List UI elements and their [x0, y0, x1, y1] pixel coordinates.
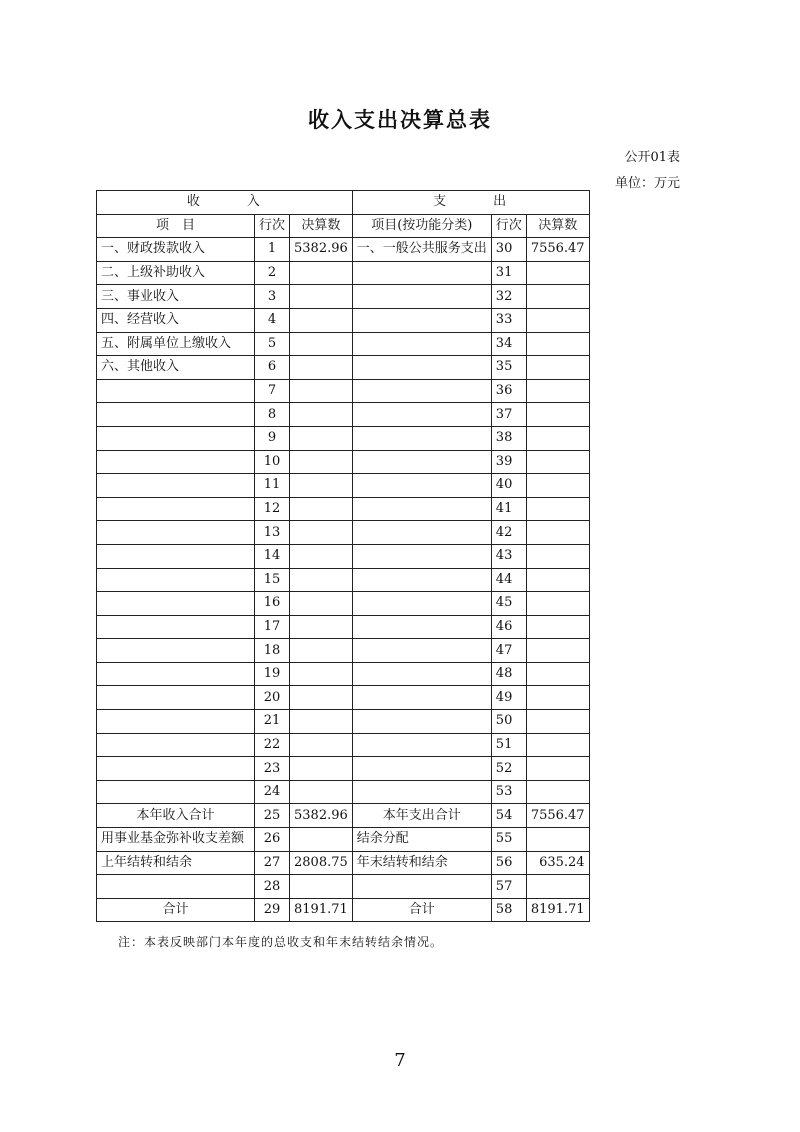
income-amount-cell: 5382.96 [290, 238, 353, 262]
expense-amount-cell [526, 710, 589, 734]
summary-row [97, 828, 590, 852]
income-amount-cell [290, 285, 353, 309]
income-amount-cell [290, 308, 353, 332]
expense-item-cell [352, 285, 491, 309]
expense-amount-cell [526, 426, 589, 450]
expense-amount-cell [526, 497, 589, 521]
income-amount-cell [290, 780, 353, 804]
expense-item-cell [352, 450, 491, 474]
table-row [97, 662, 590, 686]
income-item-cell: 六、其他收入 [97, 356, 255, 380]
income-line-cell: 18 [255, 639, 290, 663]
income-item-cell [97, 544, 255, 568]
income-line-cell: 23 [255, 757, 290, 781]
unit-label: 单位：万元 [614, 176, 680, 191]
summary-row [97, 875, 590, 899]
income-item-cell [97, 450, 255, 474]
income-item-cell [97, 379, 255, 403]
summary-row [97, 851, 590, 875]
expense-line-cell: 32 [491, 285, 526, 309]
expense-item-header: 项目(按功能分类) [352, 214, 491, 238]
income-amount-cell [290, 497, 353, 521]
table-row [97, 238, 590, 262]
expense-item-cell [352, 426, 491, 450]
table-row [97, 639, 590, 663]
table-row [97, 332, 590, 356]
income-item-cell: 用事业基金弥补收支差额 [97, 828, 255, 852]
expense-line-cell: 40 [491, 474, 526, 498]
table-row [97, 780, 590, 804]
column-header-row [97, 214, 590, 238]
income-line-cell: 4 [255, 308, 290, 332]
expense-line-cell: 48 [491, 662, 526, 686]
page-number: 7 [394, 1050, 406, 1071]
expense-amount-cell [526, 568, 589, 592]
income-item-cell [97, 615, 255, 639]
expense-line-cell: 53 [491, 780, 526, 804]
expense-line-cell: 42 [491, 521, 526, 545]
expense-amount-cell [526, 474, 589, 498]
income-line-cell: 21 [255, 710, 290, 734]
income-amount-cell [290, 615, 353, 639]
income-line-cell: 29 [255, 898, 290, 922]
expense-line-cell: 44 [491, 568, 526, 592]
summary-row [97, 898, 590, 922]
income-line-cell: 5 [255, 332, 290, 356]
expense-line-cell: 56 [491, 851, 526, 875]
expense-line-cell: 33 [491, 308, 526, 332]
income-line-cell: 20 [255, 686, 290, 710]
expense-item-cell: 结余分配 [352, 828, 491, 852]
income-line-cell: 13 [255, 521, 290, 545]
income-line-cell: 25 [255, 804, 290, 828]
table-row [97, 379, 590, 403]
income-amount-cell [290, 733, 353, 757]
income-amount-cell [290, 710, 353, 734]
income-item-header: 项 目 [97, 214, 255, 238]
expense-amount-cell [526, 780, 589, 804]
expense-amount-cell [526, 875, 589, 899]
expense-amount-cell [526, 615, 589, 639]
income-item-cell [97, 497, 255, 521]
income-item-cell [97, 686, 255, 710]
income-line-cell: 7 [255, 379, 290, 403]
income-line-cell: 28 [255, 875, 290, 899]
table-row [97, 356, 590, 380]
expense-line-cell: 30 [491, 238, 526, 262]
income-item-cell: 一、财政拨款收入 [97, 238, 255, 262]
income-item-cell [97, 592, 255, 616]
table-row [97, 568, 590, 592]
income-item-cell: 二、上级补助收入 [97, 261, 255, 285]
income-line-cell: 8 [255, 403, 290, 427]
expense-amount-cell [526, 403, 589, 427]
income-line-cell: 1 [255, 238, 290, 262]
income-item-cell: 本年收入合计 [97, 804, 255, 828]
expense-amount-cell [526, 639, 589, 663]
income-amount-cell [290, 568, 353, 592]
income-line-cell: 12 [255, 497, 290, 521]
income-line-cell: 27 [255, 851, 290, 875]
income-item-cell [97, 521, 255, 545]
expense-item-cell [352, 639, 491, 663]
expense-amount-cell [526, 450, 589, 474]
summary-row [97, 804, 590, 828]
expense-line-cell: 51 [491, 733, 526, 757]
expense-line-cell: 55 [491, 828, 526, 852]
expense-line-cell: 47 [491, 639, 526, 663]
expense-amount-cell [526, 757, 589, 781]
income-amount-cell [290, 828, 353, 852]
income-amount-cell: 8191.71 [290, 898, 353, 922]
income-item-cell [97, 474, 255, 498]
expense-line-cell: 31 [491, 261, 526, 285]
expense-item-cell [352, 592, 491, 616]
expense-item-cell [352, 356, 491, 380]
table-row [97, 497, 590, 521]
income-item-cell [97, 757, 255, 781]
income-amount-cell [290, 544, 353, 568]
table-row [97, 544, 590, 568]
income-line-cell: 10 [255, 450, 290, 474]
income-item-cell [97, 568, 255, 592]
expense-line-cell: 38 [491, 426, 526, 450]
table-row [97, 710, 590, 734]
expense-item-cell [352, 757, 491, 781]
expense-item-cell [352, 261, 491, 285]
income-item-cell: 三、事业收入 [97, 285, 255, 309]
income-amount-cell [290, 332, 353, 356]
expense-item-cell: 合计 [352, 898, 491, 922]
expense-line-cell: 52 [491, 757, 526, 781]
income-amount-cell [290, 450, 353, 474]
income-item-cell [97, 780, 255, 804]
income-item-cell [97, 426, 255, 450]
expense-amount-cell: 7556.47 [526, 804, 589, 828]
expense-line-cell: 39 [491, 450, 526, 474]
expense-amount-cell [526, 332, 589, 356]
income-amount-header: 决算数 [290, 214, 353, 238]
expense-line-cell: 50 [491, 710, 526, 734]
expense-amount-cell [526, 592, 589, 616]
footnote: 注：本表反映部门本年度的总收支和年末结转结余情况。 [118, 935, 444, 949]
expense-amount-cell [526, 733, 589, 757]
income-amount-cell [290, 356, 353, 380]
income-amount-cell [290, 639, 353, 663]
table-row [97, 308, 590, 332]
expense-item-cell [352, 474, 491, 498]
income-amount-cell [290, 403, 353, 427]
expense-amount-header: 决算数 [526, 214, 589, 238]
expense-item-cell [352, 615, 491, 639]
table-row [97, 285, 590, 309]
income-item-cell: 五、附属单位上缴收入 [97, 332, 255, 356]
expense-item-cell: 一、一般公共服务支出 [352, 238, 491, 262]
income-line-cell: 3 [255, 285, 290, 309]
income-item-cell [97, 875, 255, 899]
expense-amount-cell [526, 379, 589, 403]
expense-item-cell: 年末结转和结余 [352, 851, 491, 875]
expense-line-cell: 45 [491, 592, 526, 616]
income-item-cell [97, 662, 255, 686]
income-line-cell: 19 [255, 662, 290, 686]
income-amount-cell [290, 474, 353, 498]
table-code: 公开01表 [624, 150, 680, 165]
expense-line-cell: 49 [491, 686, 526, 710]
group-header-row [97, 191, 590, 215]
expense-item-cell [352, 521, 491, 545]
expense-line-cell: 36 [491, 379, 526, 403]
income-line-cell: 24 [255, 780, 290, 804]
income-amount-cell [290, 379, 353, 403]
expense-item-cell [352, 662, 491, 686]
expense-amount-cell [526, 686, 589, 710]
table-row [97, 521, 590, 545]
income-amount-cell [290, 757, 353, 781]
expense-line-cell: 35 [491, 356, 526, 380]
income-line-cell: 22 [255, 733, 290, 757]
page-title: 收入支出决算总表 [308, 107, 492, 132]
expense-amount-cell [526, 285, 589, 309]
income-line-cell: 15 [255, 568, 290, 592]
expense-item-cell [352, 686, 491, 710]
expense-amount-cell [526, 828, 589, 852]
income-item-cell [97, 733, 255, 757]
expense-item-cell [352, 568, 491, 592]
expense-line-cell: 54 [491, 804, 526, 828]
income-amount-cell: 2808.75 [290, 851, 353, 875]
income-amount-cell [290, 875, 353, 899]
income-item-cell: 合计 [97, 898, 255, 922]
income-item-cell [97, 639, 255, 663]
expense-item-cell [352, 308, 491, 332]
income-amount-cell [290, 521, 353, 545]
expense-amount-cell [526, 308, 589, 332]
expense-line-cell: 58 [491, 898, 526, 922]
income-amount-cell [290, 592, 353, 616]
expense-line-cell: 41 [491, 497, 526, 521]
income-amount-cell [290, 426, 353, 450]
expense-amount-cell [526, 261, 589, 285]
income-line-cell: 14 [255, 544, 290, 568]
income-line-cell: 26 [255, 828, 290, 852]
expense-amount-cell: 635.24 [526, 851, 589, 875]
table-row [97, 733, 590, 757]
expense-amount-cell: 7556.47 [526, 238, 589, 262]
table-row [97, 686, 590, 710]
income-line-cell: 16 [255, 592, 290, 616]
income-amount-cell [290, 261, 353, 285]
income-line-cell: 17 [255, 615, 290, 639]
expense-item-cell [352, 733, 491, 757]
expense-line-header: 行次 [491, 214, 526, 238]
expense-item-cell: 本年支出合计 [352, 804, 491, 828]
income-item-cell [97, 710, 255, 734]
expense-amount-cell [526, 662, 589, 686]
expense-item-cell [352, 780, 491, 804]
expense-item-cell [352, 710, 491, 734]
expense-amount-cell [526, 544, 589, 568]
income-item-cell: 四、经营收入 [97, 308, 255, 332]
income-item-cell: 上年结转和结余 [97, 851, 255, 875]
income-group-header: 收 入 [97, 191, 353, 215]
table-row [97, 450, 590, 474]
table-row [97, 261, 590, 285]
income-line-cell: 11 [255, 474, 290, 498]
expense-line-cell: 34 [491, 332, 526, 356]
expense-line-cell: 46 [491, 615, 526, 639]
expense-line-cell: 57 [491, 875, 526, 899]
income-amount-cell [290, 686, 353, 710]
table-row [97, 403, 590, 427]
expense-line-cell: 37 [491, 403, 526, 427]
income-line-cell: 9 [255, 426, 290, 450]
expense-item-cell [352, 403, 491, 427]
expense-line-cell: 43 [491, 544, 526, 568]
income-line-cell: 6 [255, 356, 290, 380]
expense-group-header: 支 出 [352, 191, 589, 215]
income-amount-cell: 5382.96 [290, 804, 353, 828]
table-row [97, 592, 590, 616]
expense-item-cell [352, 497, 491, 521]
expense-amount-cell [526, 521, 589, 545]
expense-amount-cell: 8191.71 [526, 898, 589, 922]
income-expense-table [96, 190, 590, 922]
expense-item-cell [352, 875, 491, 899]
income-amount-cell [290, 662, 353, 686]
table-row [97, 474, 590, 498]
expense-item-cell [352, 379, 491, 403]
expense-item-cell [352, 332, 491, 356]
income-line-cell: 2 [255, 261, 290, 285]
income-item-cell [97, 403, 255, 427]
table-row [97, 757, 590, 781]
table-row [97, 426, 590, 450]
income-line-header: 行次 [255, 214, 290, 238]
expense-item-cell [352, 544, 491, 568]
table-row [97, 615, 590, 639]
expense-amount-cell [526, 356, 589, 380]
